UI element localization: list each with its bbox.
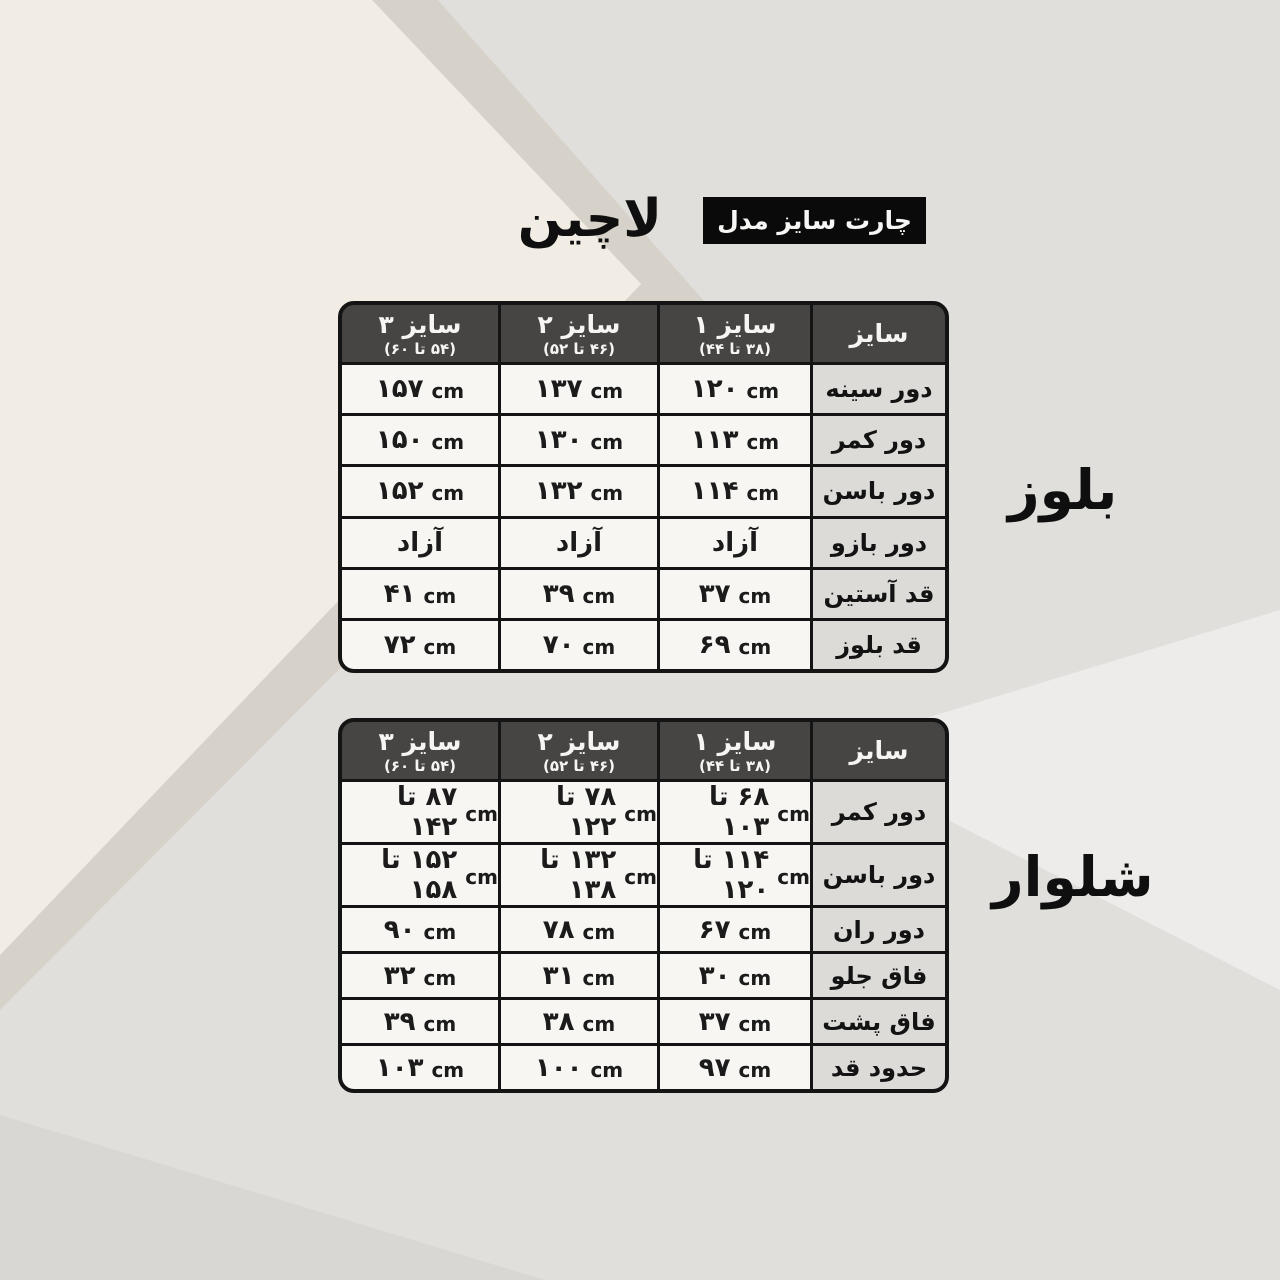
value-cell	[342, 1046, 498, 1089]
unit: cm	[431, 430, 465, 455]
header-size-label: سایز	[849, 319, 909, 348]
value-cell	[342, 621, 498, 669]
row-label: فاق جلو	[830, 961, 928, 990]
unit: cm	[590, 481, 624, 506]
value: ۱۳۷	[534, 374, 583, 405]
row-label-cell	[813, 467, 945, 515]
value: ۶۹	[698, 629, 731, 660]
value-cell	[660, 519, 810, 567]
header-size1-label: سایز ۱	[693, 726, 777, 756]
header-size3-label: سایز ۳	[378, 726, 462, 756]
value: ۱۳۲ تا ۱۳۸	[540, 845, 617, 905]
size-table-pants	[338, 718, 949, 1093]
unit: cm	[738, 634, 772, 659]
header-size2-range: (۴۶ تا ۵۲)	[542, 339, 616, 358]
value: ۷۸ تا ۱۲۲	[555, 782, 617, 842]
value: ۳۱	[542, 960, 575, 991]
value: ۳۷	[698, 578, 731, 609]
unit: cm	[582, 583, 616, 608]
row-label-cell	[813, 954, 945, 997]
value: ۱۱۴	[690, 476, 739, 507]
value-cell	[342, 570, 498, 618]
value-cell	[660, 954, 810, 997]
header-size1-range: (۳۸ تا ۴۴)	[698, 756, 772, 775]
unit: cm	[746, 379, 780, 404]
value: ۷۰	[542, 629, 575, 660]
header-size3-label: سایز ۳	[378, 309, 462, 339]
unit: cm	[738, 583, 772, 608]
value-cell	[342, 782, 498, 842]
header-size-label: سایز	[849, 736, 909, 765]
value-cell	[501, 621, 657, 669]
row-label-cell	[813, 908, 945, 951]
value: ۳۰	[698, 960, 731, 991]
unit: cm	[582, 965, 616, 990]
row-label-cell	[813, 570, 945, 618]
unit: cm	[465, 865, 498, 889]
unit: cm	[624, 802, 657, 826]
value: آزاد	[555, 527, 603, 558]
unit: cm	[423, 583, 457, 608]
unit: cm	[431, 379, 465, 404]
header-size1-label: سایز ۱	[693, 309, 777, 339]
value-cell	[660, 908, 810, 951]
value-cell	[501, 416, 657, 464]
value-cell	[501, 519, 657, 567]
value: ۱۵۲	[375, 476, 424, 507]
header-size2-label: سایز ۲	[537, 726, 621, 756]
value-cell	[501, 570, 657, 618]
value-cell	[342, 1000, 498, 1043]
value: ۷۲	[383, 629, 416, 660]
unit: cm	[590, 379, 624, 404]
value-cell	[501, 1000, 657, 1043]
header-size3-range: (۵۴ تا ۶۰)	[383, 339, 457, 358]
value-cell	[660, 570, 810, 618]
row-label: قد آستین	[823, 579, 935, 608]
header-cell-size3	[342, 722, 498, 779]
value-cell	[342, 365, 498, 413]
value: ۱۵۷	[375, 374, 424, 405]
value: ۷۸	[542, 914, 575, 945]
unit: cm	[431, 481, 465, 506]
header-cell-size	[813, 305, 945, 362]
unit: cm	[590, 1057, 624, 1082]
value: آزاد	[396, 527, 444, 558]
value-cell	[342, 467, 498, 515]
value: ۶۷	[698, 914, 731, 945]
unit: cm	[423, 634, 457, 659]
value: آزاد	[711, 527, 759, 558]
row-label-cell	[813, 782, 945, 842]
row-label-cell	[813, 365, 945, 413]
unit: cm	[746, 481, 780, 506]
row-label-cell	[813, 1046, 945, 1089]
row-label-cell	[813, 621, 945, 669]
row-label: دور سینه	[825, 375, 933, 404]
unit: cm	[777, 802, 810, 826]
header-size2-range: (۴۶ تا ۵۲)	[542, 756, 616, 775]
value-cell	[660, 467, 810, 515]
header-size2-label: سایز ۲	[537, 309, 621, 339]
blouse-section-label: بلوز	[1008, 458, 1118, 522]
value-cell	[501, 954, 657, 997]
value: ۳۸	[542, 1006, 575, 1037]
value: ۱۰۰	[534, 1052, 583, 1083]
value: ۱۱۴ تا ۱۲۰	[693, 845, 770, 905]
value-cell	[660, 365, 810, 413]
value: ۱۰۳	[375, 1052, 424, 1083]
value-cell	[342, 416, 498, 464]
value: ۴۱	[383, 578, 416, 609]
value-cell	[501, 365, 657, 413]
row-label: دور کمر	[831, 426, 927, 455]
header-cell-size1	[660, 722, 810, 779]
row-label: فاق پشت	[822, 1007, 936, 1036]
value-cell	[501, 845, 657, 905]
unit: cm	[738, 919, 772, 944]
value: ۱۵۲ تا ۱۵۸	[381, 845, 458, 905]
value: ۱۱۳	[690, 425, 739, 456]
row-label-cell	[813, 845, 945, 905]
header-cell-size3	[342, 305, 498, 362]
unit: cm	[423, 965, 457, 990]
row-label-cell	[813, 416, 945, 464]
value: ۹۰	[383, 914, 416, 945]
header-size3-range: (۵۴ تا ۶۰)	[383, 756, 457, 775]
header-cell-size2	[501, 305, 657, 362]
unit: cm	[423, 1011, 457, 1036]
unit: cm	[582, 1011, 616, 1036]
row-label: حدود قد	[830, 1053, 928, 1082]
header-cell-size2	[501, 722, 657, 779]
value: ۸۷ تا ۱۴۲	[396, 782, 458, 842]
unit: cm	[582, 634, 616, 659]
value-cell	[501, 467, 657, 515]
value: ۳۲	[383, 960, 416, 991]
unit: cm	[624, 865, 657, 889]
value-cell	[660, 1046, 810, 1089]
value-cell	[342, 845, 498, 905]
unit: cm	[431, 1057, 465, 1082]
unit: cm	[777, 865, 810, 889]
value: ۳۷	[698, 1006, 731, 1037]
title-badge: چارت سایز مدل	[703, 197, 926, 244]
unit: cm	[465, 802, 498, 826]
row-label: دور ران	[833, 915, 925, 944]
value: ۱۳۲	[534, 476, 583, 507]
value: ۱۵۰	[375, 425, 424, 456]
value: ۶۸ تا ۱۰۳	[708, 782, 770, 842]
value-cell	[501, 1046, 657, 1089]
unit: cm	[738, 965, 772, 990]
unit: cm	[590, 430, 624, 455]
unit: cm	[746, 430, 780, 455]
header-cell-size	[813, 722, 945, 779]
row-label: دور بازو	[830, 528, 928, 557]
header-cell-size1	[660, 305, 810, 362]
value-cell	[342, 954, 498, 997]
value-cell	[501, 782, 657, 842]
value: ۱۳۰	[534, 425, 583, 456]
row-label: دور باسن	[822, 477, 936, 506]
size-table-blouse	[338, 301, 949, 673]
brand-name: لاچین	[517, 189, 662, 249]
pants-section-label: شلوار	[992, 845, 1154, 909]
value-cell	[342, 908, 498, 951]
value-cell	[660, 782, 810, 842]
header-size1-range: (۳۸ تا ۴۴)	[698, 339, 772, 358]
value: ۹۷	[698, 1052, 731, 1083]
unit: cm	[738, 1011, 772, 1036]
value: ۳۹	[383, 1006, 416, 1037]
value-cell	[660, 845, 810, 905]
value: ۱۲۰	[690, 374, 739, 405]
value: ۳۹	[542, 578, 575, 609]
value-cell	[342, 519, 498, 567]
row-label: قد بلوز	[836, 630, 922, 659]
value-cell	[501, 908, 657, 951]
unit: cm	[582, 919, 616, 944]
value-cell	[660, 416, 810, 464]
row-label: دور کمر	[831, 798, 927, 826]
unit: cm	[738, 1057, 772, 1082]
row-label: دور باسن	[822, 861, 936, 889]
row-label-cell	[813, 1000, 945, 1043]
value-cell	[660, 621, 810, 669]
row-label-cell	[813, 519, 945, 567]
value-cell	[660, 1000, 810, 1043]
unit: cm	[423, 919, 457, 944]
